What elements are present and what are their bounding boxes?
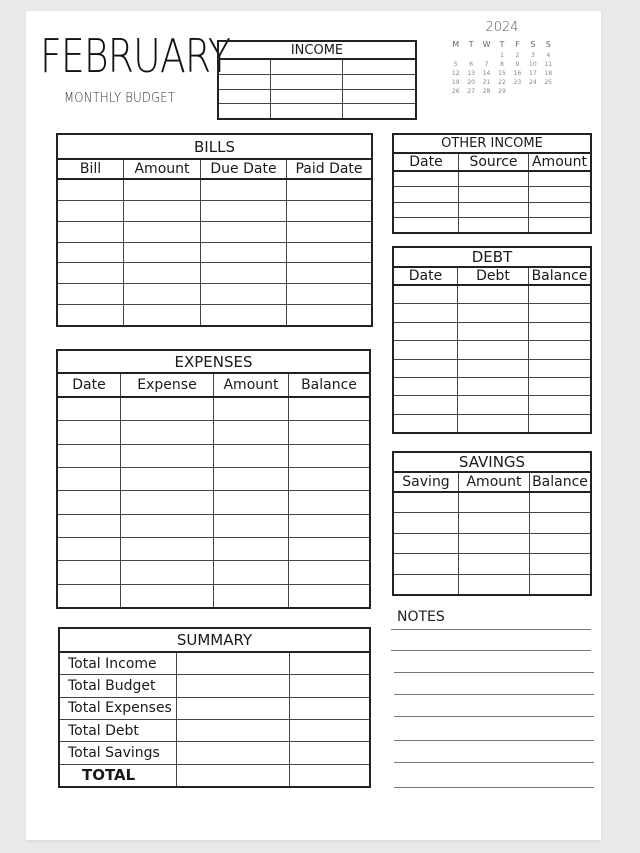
entry-cell[interactable]: [271, 60, 343, 74]
entry-cell[interactable]: [58, 222, 124, 242]
entry-cell[interactable]: [459, 534, 530, 553]
entry-cell[interactable]: [394, 286, 458, 303]
column-header: Balance: [532, 474, 588, 490]
entry-cell[interactable]: [214, 515, 289, 537]
entry-cell[interactable]: [394, 378, 458, 395]
calendar-day: 18: [544, 70, 553, 77]
column-header: Saving: [394, 473, 459, 491]
table-row: [58, 491, 369, 514]
entry-cell[interactable]: [529, 378, 590, 395]
entry-cell[interactable]: [289, 445, 369, 467]
calendar-day: 21: [482, 79, 491, 86]
entry-cell[interactable]: [343, 75, 415, 89]
column-header: Date: [394, 268, 458, 284]
calendar-day: 6: [469, 61, 474, 68]
calendar-day: 10: [529, 61, 537, 68]
entry-cell[interactable]: [214, 421, 289, 443]
column-header: Balance: [301, 377, 357, 393]
entry-cell[interactable]: [58, 421, 121, 443]
summary-row: [60, 698, 369, 720]
entry-cell[interactable]: [214, 445, 289, 467]
calendar-day: 27: [467, 88, 475, 95]
calendar-day: 2: [515, 52, 520, 59]
entry-cell[interactable]: [214, 538, 289, 560]
entry-cell[interactable]: [458, 304, 529, 321]
entry-cell[interactable]: [214, 398, 289, 420]
entry-cell[interactable]: [124, 284, 201, 304]
page-title: FEBRUARY: [40, 29, 231, 83]
table-row: [219, 90, 415, 105]
debt-table: [392, 246, 592, 434]
entry-cell[interactable]: [394, 187, 459, 201]
calendar-day: 15: [498, 70, 506, 77]
entry-cell[interactable]: [214, 468, 289, 490]
entry-cell[interactable]: [529, 341, 590, 358]
entry-cell[interactable]: [529, 415, 590, 432]
entry-cell[interactable]: [289, 421, 369, 443]
entry-cell[interactable]: [290, 765, 369, 786]
table-row: [58, 561, 369, 584]
calendar-day: 16: [513, 70, 522, 77]
savings-column-headers: [394, 473, 590, 493]
entry-cell[interactable]: [201, 180, 287, 200]
calendar-weekday: W: [482, 40, 491, 49]
bills-title: BILLS: [58, 135, 371, 160]
entry-cell[interactable]: [289, 561, 369, 583]
entry-cell[interactable]: [289, 468, 369, 490]
entry-cell[interactable]: [58, 180, 124, 200]
entry-cell[interactable]: [394, 554, 459, 573]
entry-cell[interactable]: [58, 263, 124, 283]
table-row: [394, 203, 590, 218]
entry-cell[interactable]: [201, 263, 287, 283]
entry-cell[interactable]: [394, 323, 458, 340]
summary-title: SUMMARY: [60, 629, 369, 653]
table-row: [58, 538, 369, 561]
table-row: [394, 513, 590, 533]
table-row: [394, 218, 590, 232]
entry-cell[interactable]: [201, 243, 287, 263]
entry-cell[interactable]: [290, 720, 369, 741]
entry-cell[interactable]: [124, 243, 201, 263]
entry-cell[interactable]: [529, 286, 590, 303]
calendar-day: 3: [530, 52, 535, 59]
column-header: Amount: [459, 473, 530, 491]
calendar-weekday: S: [530, 40, 536, 49]
entry-cell[interactable]: [290, 653, 369, 674]
entry-cell[interactable]: [58, 561, 121, 583]
calendar-day: 28: [482, 88, 491, 95]
entry-cell[interactable]: [201, 284, 287, 304]
entry-cell[interactable]: [394, 218, 459, 232]
table-row: [58, 284, 371, 305]
entry-cell[interactable]: [121, 561, 214, 583]
savings-table: [392, 451, 592, 596]
column-header: Due Date: [201, 160, 287, 178]
summary-label: Total Debt: [60, 720, 177, 741]
table-row: [58, 222, 371, 243]
entry-cell[interactable]: [58, 201, 124, 221]
entry-cell[interactable]: [58, 491, 121, 513]
entry-cell[interactable]: [343, 60, 415, 74]
entry-cell[interactable]: [177, 720, 290, 741]
notes-label: NOTES: [397, 609, 445, 625]
notes-line[interactable]: [394, 672, 594, 673]
table-row: [394, 493, 590, 513]
notes-line[interactable]: [394, 694, 594, 695]
entry-cell[interactable]: [58, 398, 121, 420]
entry-cell[interactable]: [529, 396, 590, 413]
entry-cell[interactable]: [121, 445, 214, 467]
entry-cell[interactable]: [287, 180, 371, 200]
entry-cell[interactable]: [289, 398, 369, 420]
calendar-day: 29: [498, 88, 506, 95]
entry-cell[interactable]: [530, 534, 590, 553]
table-row: [394, 360, 590, 378]
entry-cell[interactable]: [458, 415, 529, 432]
calendar-day: 4: [546, 52, 551, 59]
notes-line[interactable]: [391, 650, 591, 651]
calendar-day: 23: [513, 79, 522, 86]
debt-column-headers: [394, 268, 590, 286]
column-header: Amount: [531, 154, 587, 170]
entry-cell[interactable]: [58, 468, 121, 490]
expenses-title: EXPENSES: [58, 351, 369, 374]
entry-cell[interactable]: [394, 360, 458, 377]
column-header: Source: [459, 154, 529, 170]
table-row: [394, 172, 590, 187]
summary-label: Total Expenses: [60, 698, 177, 719]
entry-cell[interactable]: [121, 398, 214, 420]
entry-cell[interactable]: [219, 75, 271, 89]
entry-cell[interactable]: [394, 304, 458, 321]
calendar-day: 17: [529, 70, 537, 77]
column-header: Bill: [58, 160, 124, 178]
entry-cell[interactable]: [458, 378, 529, 395]
entry-cell[interactable]: [124, 263, 201, 283]
entry-cell[interactable]: [177, 742, 290, 763]
notes-line[interactable]: [394, 762, 594, 763]
column-header: Date: [394, 154, 459, 170]
summary-label: Total Savings: [60, 742, 177, 763]
entry-cell[interactable]: [458, 323, 529, 340]
column-header: Amount: [214, 374, 289, 396]
entry-cell[interactable]: [219, 60, 271, 74]
notes-line[interactable]: [394, 740, 594, 741]
expenses-table: [56, 349, 371, 609]
column-header: Debt: [458, 268, 529, 284]
entry-cell[interactable]: [58, 284, 124, 304]
table-row: [394, 534, 590, 554]
summary-row: [60, 765, 369, 786]
entry-cell[interactable]: [289, 585, 369, 607]
calendar-day: 25: [544, 79, 553, 86]
entry-cell[interactable]: [177, 653, 290, 674]
entry-cell[interactable]: [121, 538, 214, 560]
entry-cell[interactable]: [289, 538, 369, 560]
entry-cell[interactable]: [459, 575, 530, 594]
summary-row: [60, 653, 369, 675]
entry-cell[interactable]: [459, 218, 529, 232]
summary-label: Total Budget: [60, 675, 177, 696]
entry-cell[interactable]: [459, 172, 529, 186]
entry-cell[interactable]: [459, 513, 530, 532]
summary-label: TOTAL: [60, 765, 177, 786]
calendar-day: 22: [498, 79, 506, 86]
entry-cell[interactable]: [58, 445, 121, 467]
entry-cell[interactable]: [394, 341, 458, 358]
calendar-day: 8: [500, 61, 504, 68]
income-table: [217, 40, 417, 120]
table-row: [219, 75, 415, 90]
table-row: [58, 201, 371, 222]
table-row: [394, 378, 590, 396]
calendar-weekday: M: [452, 40, 460, 49]
entry-cell[interactable]: [177, 675, 290, 696]
entry-cell[interactable]: [394, 534, 459, 553]
entry-cell[interactable]: [271, 75, 343, 89]
table-row: [394, 323, 590, 341]
other-income-table: [392, 133, 592, 234]
entry-cell[interactable]: [287, 263, 371, 283]
summary-row: [60, 742, 369, 764]
column-header: Balance: [531, 268, 588, 284]
entry-cell[interactable]: [58, 538, 121, 560]
summary-table: [58, 627, 371, 788]
table-row: [394, 575, 590, 594]
entry-cell[interactable]: [289, 491, 369, 513]
table-row: [394, 396, 590, 414]
entry-cell[interactable]: [177, 765, 290, 786]
entry-cell[interactable]: [214, 561, 289, 583]
table-row: [219, 60, 415, 75]
table-row: [219, 104, 415, 118]
calendar-day: 5: [453, 61, 458, 68]
entry-cell[interactable]: [529, 187, 590, 201]
table-row: [58, 180, 371, 201]
entry-cell[interactable]: [124, 180, 201, 200]
table-row: [58, 263, 371, 284]
table-row: [58, 398, 369, 421]
table-row: [394, 415, 590, 432]
page-subtitle: MONTHLY BUDGET: [64, 91, 176, 106]
entry-cell[interactable]: [459, 554, 530, 573]
entry-cell[interactable]: [394, 513, 459, 532]
entry-cell[interactable]: [214, 585, 289, 607]
entry-cell[interactable]: [124, 222, 201, 242]
entry-cell[interactable]: [201, 222, 287, 242]
entry-cell[interactable]: [529, 203, 590, 217]
entry-cell[interactable]: [529, 323, 590, 340]
table-row: [58, 468, 369, 491]
entry-cell[interactable]: [394, 172, 459, 186]
entry-cell[interactable]: [458, 286, 529, 303]
entry-cell[interactable]: [394, 575, 459, 594]
entry-cell[interactable]: [289, 515, 369, 537]
other-income-column-headers: [394, 154, 590, 172]
entry-cell[interactable]: [529, 172, 590, 186]
table-row: [394, 304, 590, 322]
entry-cell[interactable]: [58, 515, 121, 537]
column-header: Expense: [121, 374, 214, 396]
notes-line[interactable]: [391, 629, 591, 630]
entry-cell[interactable]: [121, 491, 214, 513]
entry-cell[interactable]: [459, 493, 530, 512]
notes-line[interactable]: [394, 787, 594, 788]
calendar-day: 11: [544, 61, 553, 68]
table-row: [394, 286, 590, 304]
calendar-grid: [448, 40, 556, 95]
entry-cell[interactable]: [458, 396, 529, 413]
entry-cell[interactable]: [58, 585, 121, 607]
entry-cell[interactable]: [394, 203, 459, 217]
calendar-day: 1: [500, 52, 504, 59]
entry-cell[interactable]: [458, 341, 529, 358]
summary-label: Total Income: [60, 653, 177, 674]
table-row: [58, 515, 369, 538]
entry-cell[interactable]: [459, 203, 529, 217]
entry-cell[interactable]: [214, 491, 289, 513]
entry-cell[interactable]: [394, 493, 459, 512]
entry-cell[interactable]: [219, 104, 271, 118]
entry-cell[interactable]: [287, 243, 371, 263]
table-row: [58, 305, 371, 325]
entry-cell[interactable]: [121, 468, 214, 490]
entry-cell[interactable]: [343, 90, 415, 104]
calendar-day: 26: [451, 88, 460, 95]
entry-cell[interactable]: [529, 218, 590, 232]
table-row: [58, 421, 369, 444]
calendar-day: 9: [515, 61, 520, 68]
entry-cell[interactable]: [287, 284, 371, 304]
entry-cell[interactable]: [201, 305, 287, 325]
entry-cell[interactable]: [124, 201, 201, 221]
table-row: [58, 243, 371, 264]
calendar-day: 12: [451, 70, 460, 77]
table-row: [58, 585, 369, 607]
entry-cell[interactable]: [290, 675, 369, 696]
calendar-weekday: F: [515, 40, 520, 49]
mini-calendar: [448, 20, 556, 95]
entry-cell[interactable]: [459, 187, 529, 201]
entry-cell[interactable]: [458, 360, 529, 377]
entry-cell[interactable]: [287, 222, 371, 242]
calendar-day: 13: [467, 70, 475, 77]
entry-cell[interactable]: [530, 554, 590, 573]
entry-cell[interactable]: [219, 90, 271, 104]
income-title: INCOME: [219, 42, 415, 60]
calendar-blank: [448, 52, 463, 59]
savings-title: SAVINGS: [394, 453, 590, 473]
entry-cell[interactable]: [58, 305, 124, 325]
summary-row: [60, 675, 369, 697]
other-income-title: OTHER INCOME: [394, 135, 590, 154]
entry-cell[interactable]: [201, 201, 287, 221]
entry-cell[interactable]: [290, 698, 369, 719]
calendar-weekday: T: [499, 40, 505, 49]
entry-cell[interactable]: [121, 515, 214, 537]
entry-cell[interactable]: [124, 305, 201, 325]
entry-cell[interactable]: [530, 513, 590, 532]
entry-cell[interactable]: [343, 104, 415, 118]
calendar-day: 24: [529, 79, 537, 86]
calendar-day: 20: [467, 79, 475, 86]
entry-cell[interactable]: [529, 304, 590, 321]
entry-cell[interactable]: [287, 305, 371, 325]
entry-cell[interactable]: [58, 243, 124, 263]
calendar-blank: [463, 52, 478, 59]
calendar-day: 14: [482, 70, 491, 77]
debt-title: DEBT: [394, 248, 590, 268]
table-row: [394, 187, 590, 202]
entry-cell[interactable]: [290, 742, 369, 763]
calendar-day: 7: [484, 61, 489, 68]
entry-cell[interactable]: [287, 201, 371, 221]
calendar-year: 2024: [485, 20, 519, 35]
column-header: Amount: [124, 160, 201, 178]
summary-row: [60, 720, 369, 742]
table-row: [394, 341, 590, 359]
entry-cell[interactable]: [271, 90, 343, 104]
bills-table: [56, 133, 373, 327]
calendar-weekday: S: [545, 40, 551, 49]
column-header: Date: [58, 374, 121, 396]
entry-cell[interactable]: [530, 575, 590, 594]
entry-cell[interactable]: [529, 360, 590, 377]
table-row: [58, 445, 369, 468]
column-header: Paid Date: [295, 161, 363, 177]
entry-cell[interactable]: [394, 415, 458, 432]
expenses-column-headers: [58, 374, 369, 398]
entry-cell[interactable]: [177, 698, 290, 719]
entry-cell[interactable]: [271, 104, 343, 118]
entry-cell[interactable]: [394, 396, 458, 413]
bills-column-headers: [58, 160, 371, 180]
calendar-day: 19: [451, 79, 460, 86]
entry-cell[interactable]: [530, 493, 590, 512]
entry-cell[interactable]: [121, 421, 214, 443]
notes-line[interactable]: [394, 716, 594, 717]
table-row: [394, 554, 590, 574]
calendar-blank: [479, 52, 494, 59]
entry-cell[interactable]: [121, 585, 214, 607]
calendar-weekday: T: [468, 40, 474, 49]
